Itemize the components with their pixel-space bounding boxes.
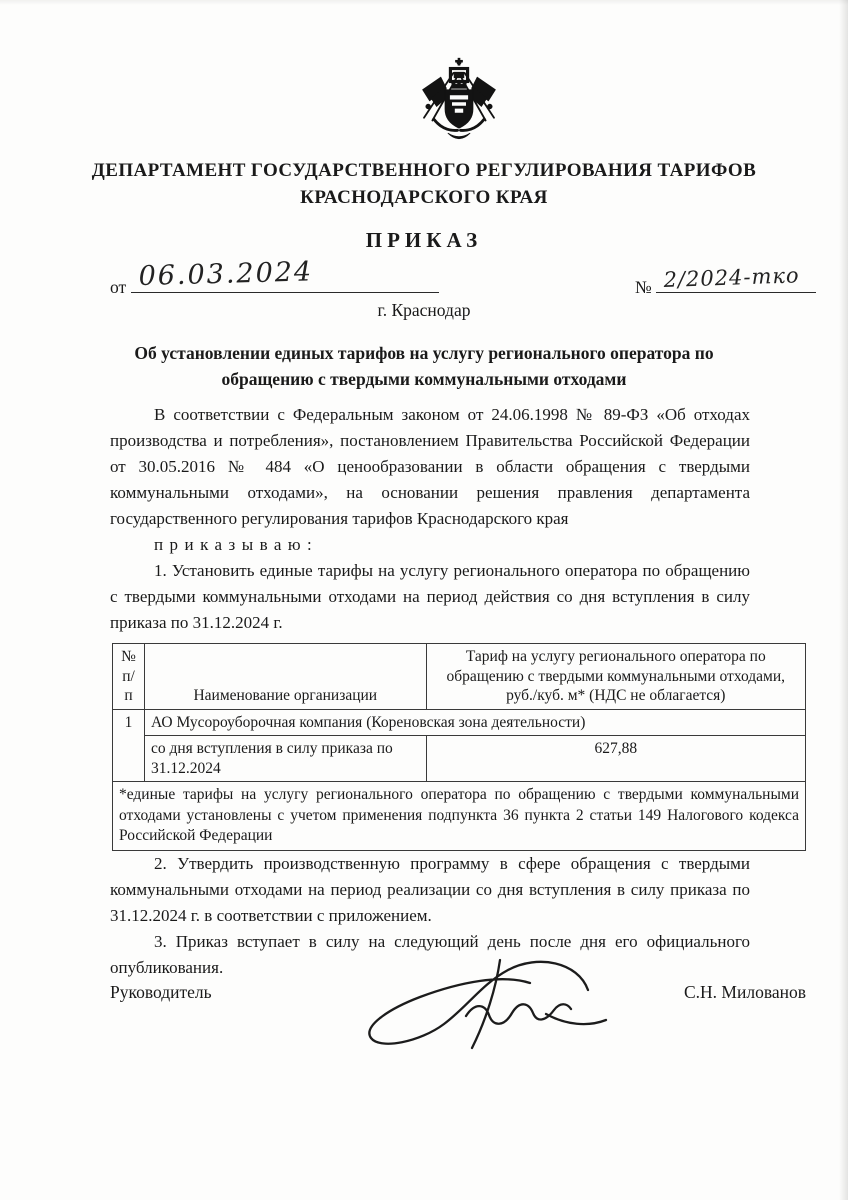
cell-tariff-value: 627,88 [426,736,805,782]
document-type-heading: ПРИКАЗ [365,228,483,252]
item-1-paragraph: 1. Установить единые тарифы на услугу регионального оператора по обращению с твердыми коммунальными отходами на период действия со дня вступления в силу приказа по 31.12.2024 г. [110,561,750,632]
table-row-tariff [113,736,806,782]
header-cell-org: Наименование организации [144,644,426,710]
date-number-row [110,256,810,302]
handwritten-number: 2/2024-тко [663,263,801,292]
cell-period: со дня вступления в силу приказа по 31.12.2024 [144,736,426,782]
signer-name: С.Н. Милованов [683,982,806,1002]
cell-organization: АО Мусороуборочная компания (Кореновская зона деятельности) [144,709,805,736]
cell-footnote: *единые тарифы на услугу регионального оператора по обращению с твердыми коммунальными отходами установлены с учетом применения подпункта 36 пункта 2 статьи 149 Налогового кодекса Российской Федерации [113,782,806,851]
handwritten-date: 06.03.2024 [137,256,314,292]
date-group [110,256,439,298]
number-underline [656,263,816,293]
table-row-organization [113,709,806,736]
cell-row-number: 1 [113,709,145,782]
intro-paragraph: В соответствии с Федеральным законом от 24.06.1998 № 89-ФЗ «Об отходах производства и потребления», постановлением Правительства Российской Федерации от 30.05.2016 № 484 «О ценообразовании в области обращения с твердыми коммунальными отходами», на основании решения правления департамента государственного регулирования тарифов Краснодарского края [110,405,750,528]
department-name-line1: ДЕПАРТАМЕНТ ГОСУДАРСТВЕННОГО РЕГУЛИРОВАНИЯ ТАРИФОВ [91,160,757,181]
item-2-paragraph: 2. Утвердить производственную программу в сфере обращения с твердыми коммунальными отходами на период реализации со дня вступления в силу приказа по 31.12.2024 г. в соответствии с приложением. [110,853,750,925]
tariff-table [112,643,806,851]
signer-role: Руководитель [110,982,212,1002]
signature-block [110,968,806,1078]
city-line: г. Краснодар [377,300,471,320]
table-footnote-row [113,782,806,851]
header-cell-num: № п/п [113,644,145,710]
item-3-paragraph: 3. Приказ вступает в силу на следующий день после дня его официального опубликования. [110,931,750,977]
decree-word: приказываю: [154,535,319,554]
department-name [0,157,848,211]
header-cell-tariff: Тариф на услугу регионального оператора по обращению с твердыми коммунальными отходами, руб./куб. м* (НДС не облагается) [426,644,805,710]
coat-of-arms-icon [417,56,501,150]
date-underline [131,256,439,293]
order-title: Об установлении единых тарифов на услугу регионального оператора по обращению с твердыми коммунальными отходами [134,343,714,389]
handwritten-signature [350,950,610,1060]
department-name-line2: КРАСНОДАРСКОГО КРАЯ [300,187,548,208]
table-header-row [113,644,806,710]
document-body [110,402,799,981]
number-label: № [635,277,652,297]
date-label: от [110,277,127,297]
number-group [635,263,816,298]
